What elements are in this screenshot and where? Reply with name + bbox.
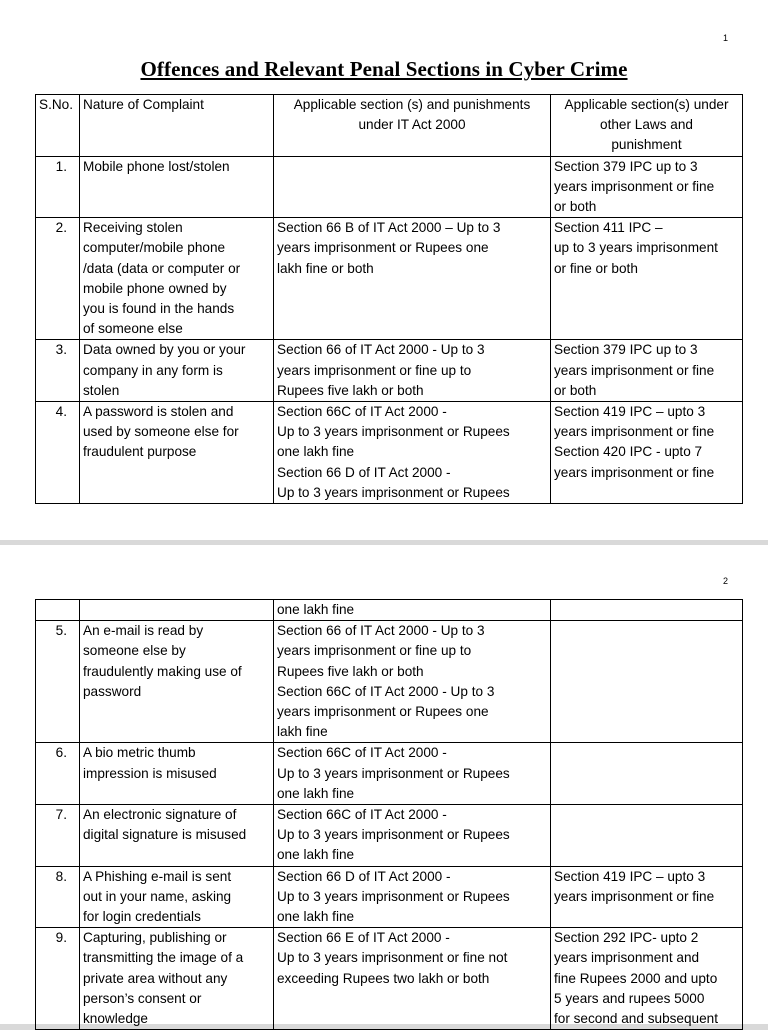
cell-it-act [274, 156, 551, 218]
cell-sno: 2. [36, 218, 80, 340]
cell-nature [80, 621, 274, 743]
header-line: under IT Act 2000 [358, 117, 466, 133]
page-number: 2 [722, 576, 728, 586]
cell-line: Section 66C of IT Act 2000 - [277, 745, 447, 761]
cell-line: 5 years and rupees 5000 [554, 990, 705, 1006]
page-number: 1 [722, 33, 728, 43]
cell-line: years imprisonment or Rupees one [277, 704, 489, 720]
cell-line: Capturing, publishing or [83, 930, 227, 946]
cell-nature [80, 340, 274, 402]
table-row [36, 340, 743, 402]
cell-line: Up to 3 years imprisonment or Rupees [277, 484, 510, 500]
cell-nature [80, 402, 274, 504]
cell-line: private area without any [83, 970, 228, 986]
table-row [36, 621, 743, 743]
cell-line: computer/mobile phone [83, 240, 226, 256]
cell-line: Up to 3 years imprisonment or Rupees [277, 827, 510, 843]
cell-line: Rupees five lakh or both [277, 382, 424, 398]
cell-line: or fine or both [554, 260, 638, 276]
table-header-row [36, 95, 743, 157]
cell-it-act [274, 218, 551, 340]
cell-line: fraudulently making use of [83, 663, 242, 679]
cell-other-laws [551, 743, 743, 805]
cell-line: impression is misused [83, 765, 217, 781]
cell-line: someone else by [83, 643, 186, 659]
cell-line: Mobile phone lost/stolen [83, 158, 230, 174]
cell-it-act [274, 928, 551, 1030]
cell-line: up to 3 years imprisonment [554, 240, 718, 256]
cell-nature [80, 743, 274, 805]
cell-sno: 5. [36, 621, 80, 743]
cell-sno [36, 600, 80, 621]
cell-sno: 3. [36, 340, 80, 402]
header-line: other Laws and [600, 117, 693, 133]
cell-line: years imprisonment or fine up to [277, 643, 472, 659]
cell-line: Section 419 IPC – upto 3 [554, 868, 706, 884]
cell-line: Section 292 IPC- upto 2 [554, 930, 699, 946]
cell-nature [80, 156, 274, 218]
cell-line: Receiving stolen [83, 220, 183, 236]
cell-line: exceeding Rupees two lakh or both [277, 970, 490, 986]
header-nature: Nature of Complaint [80, 95, 274, 157]
cell-line: Section 66C of IT Act 2000 - Up to 3 [277, 683, 495, 699]
cell-line: Section 66 D of IT Act 2000 - [277, 464, 451, 480]
document-title: Offences and Relevant Penal Sections in Cyber Crime [140, 57, 628, 81]
document-page-2 [0, 545, 768, 1027]
cell-line: company in any form is [83, 362, 223, 378]
cell-other-laws [551, 402, 743, 504]
cell-sno: 6. [36, 743, 80, 805]
cell-line: years imprisonment or fine [554, 178, 715, 194]
cell-other-laws [551, 928, 743, 1030]
table-row [36, 805, 743, 867]
cell-line: Section 411 IPC – [554, 220, 663, 236]
cell-line: Data owned by you or your [83, 342, 246, 358]
cell-line: of someone else [83, 321, 183, 337]
header-it-act [274, 95, 551, 157]
table-row [36, 743, 743, 805]
cell-it-act [274, 402, 551, 504]
cell-line: password [83, 683, 142, 699]
cell-line: Section 66 E of IT Act 2000 - [277, 930, 450, 946]
table-row [36, 156, 743, 218]
cell-sno: 8. [36, 866, 80, 928]
cell-line: stolen [83, 382, 120, 398]
cell-line: years imprisonment or Rupees one [277, 240, 489, 256]
cell-line: transmitting the image of a [83, 950, 244, 966]
cell-line: lakh fine or both [277, 260, 374, 276]
cell-line: out in your name, asking [83, 888, 232, 904]
cell-line: Section 66 D of IT Act 2000 - [277, 868, 451, 884]
cell-it-act [274, 621, 551, 743]
table-row [36, 218, 743, 340]
cell-line: for login credentials [83, 909, 201, 925]
table-row [36, 600, 743, 621]
cell-it-act [274, 866, 551, 928]
cell-line: fraudulent purpose [83, 444, 197, 460]
cell-line: Section 66C of IT Act 2000 - [277, 404, 447, 420]
table-row [36, 866, 743, 928]
table-row [36, 402, 743, 504]
cell-line: An electronic signature of [83, 807, 237, 823]
cell-nature [80, 928, 274, 1030]
cell-line: mobile phone owned by [83, 280, 227, 296]
cell-line: one lakh fine [277, 785, 355, 801]
cell-nature [80, 866, 274, 928]
table-body [36, 600, 743, 1030]
cell-line: digital signature is misused [83, 827, 247, 843]
cell-line: or both [554, 382, 597, 398]
cell-line: Rupees five lakh or both [277, 663, 424, 679]
table-row [36, 928, 743, 1030]
cell-sno: 1. [36, 156, 80, 218]
cell-line: one lakh fine [277, 847, 355, 863]
cell-line: /data (data or computer or [83, 260, 241, 276]
cell-nature [80, 218, 274, 340]
cell-line: Section 379 IPC up to 3 [554, 158, 698, 174]
cell-line: A Phishing e-mail is sent [83, 868, 232, 884]
cell-line: Up to 3 years imprisonment or fine not [277, 950, 508, 966]
cell-line: Section 420 IPC - upto 7 [554, 444, 703, 460]
cell-it-act [274, 340, 551, 402]
cell-line: knowledge [83, 1011, 148, 1027]
header-line: punishment [611, 137, 682, 153]
cell-it-act [274, 805, 551, 867]
cell-other-laws [551, 866, 743, 928]
cell-line: years imprisonment or fine [554, 362, 715, 378]
cell-line: or both [554, 199, 597, 215]
cell-line: An e-mail is read by [83, 623, 204, 639]
cell-line: used by someone else for [83, 424, 239, 440]
cell-line: Section 66 of IT Act 2000 - Up to 3 [277, 342, 485, 358]
cell-line: one lakh fine [277, 909, 355, 925]
header-other-laws [551, 95, 743, 157]
cell-line: Up to 3 years imprisonment or Rupees [277, 888, 510, 904]
offences-table-continued [35, 599, 743, 1030]
cell-line: Up to 3 years imprisonment or Rupees [277, 424, 510, 440]
cell-line: A bio metric thumb [83, 745, 196, 761]
cell-sno: 4. [36, 402, 80, 504]
cell-line: Section 66 of IT Act 2000 - Up to 3 [277, 623, 485, 639]
cell-line: you is found in the hands [83, 301, 235, 317]
header-line: Applicable section (s) and punishments [293, 97, 531, 112]
cell-line: for second and subsequent [554, 1011, 719, 1027]
cell-other-laws [551, 218, 743, 340]
cell-line: one lakh fine [277, 602, 355, 617]
cell-line: Section 66 B of IT Act 2000 – Up to 3 [277, 220, 501, 236]
cell-sno: 9. [36, 928, 80, 1030]
cell-line: years imprisonment or fine [554, 424, 715, 440]
cell-line: years imprisonment and [554, 950, 700, 966]
cell-line: fine Rupees 2000 and upto [554, 970, 718, 986]
cell-sno: 7. [36, 805, 80, 867]
cell-nature [80, 805, 274, 867]
cell-line: lakh fine [277, 724, 328, 740]
cell-line: one lakh fine [277, 444, 355, 460]
cell-line: years imprisonment or fine up to [277, 362, 472, 378]
cell-line: person’s consent or [83, 990, 202, 1006]
cell-line: Section 379 IPC up to 3 [554, 342, 698, 358]
cell-line: A password is stolen and [83, 404, 234, 420]
offences-table [35, 94, 743, 504]
cell-other-laws [551, 805, 743, 867]
table-body [36, 156, 743, 503]
cell-line: Up to 3 years imprisonment or Rupees [277, 765, 510, 781]
cell-it-act [274, 743, 551, 805]
cell-line: Section 419 IPC – upto 3 [554, 404, 706, 420]
header-sno: S.No. [36, 95, 80, 157]
cell-line: years imprisonment or fine [554, 888, 715, 904]
cell-line: years imprisonment or fine [554, 464, 715, 480]
cell-line: Section 66C of IT Act 2000 - [277, 807, 447, 823]
cell-other-laws [551, 600, 743, 621]
cell-other-laws [551, 340, 743, 402]
cell-nature [80, 600, 274, 621]
cell-other-laws [551, 621, 743, 743]
cell-other-laws [551, 156, 743, 218]
cell-it-act [274, 600, 551, 621]
header-line: Applicable section(s) under [564, 97, 729, 112]
